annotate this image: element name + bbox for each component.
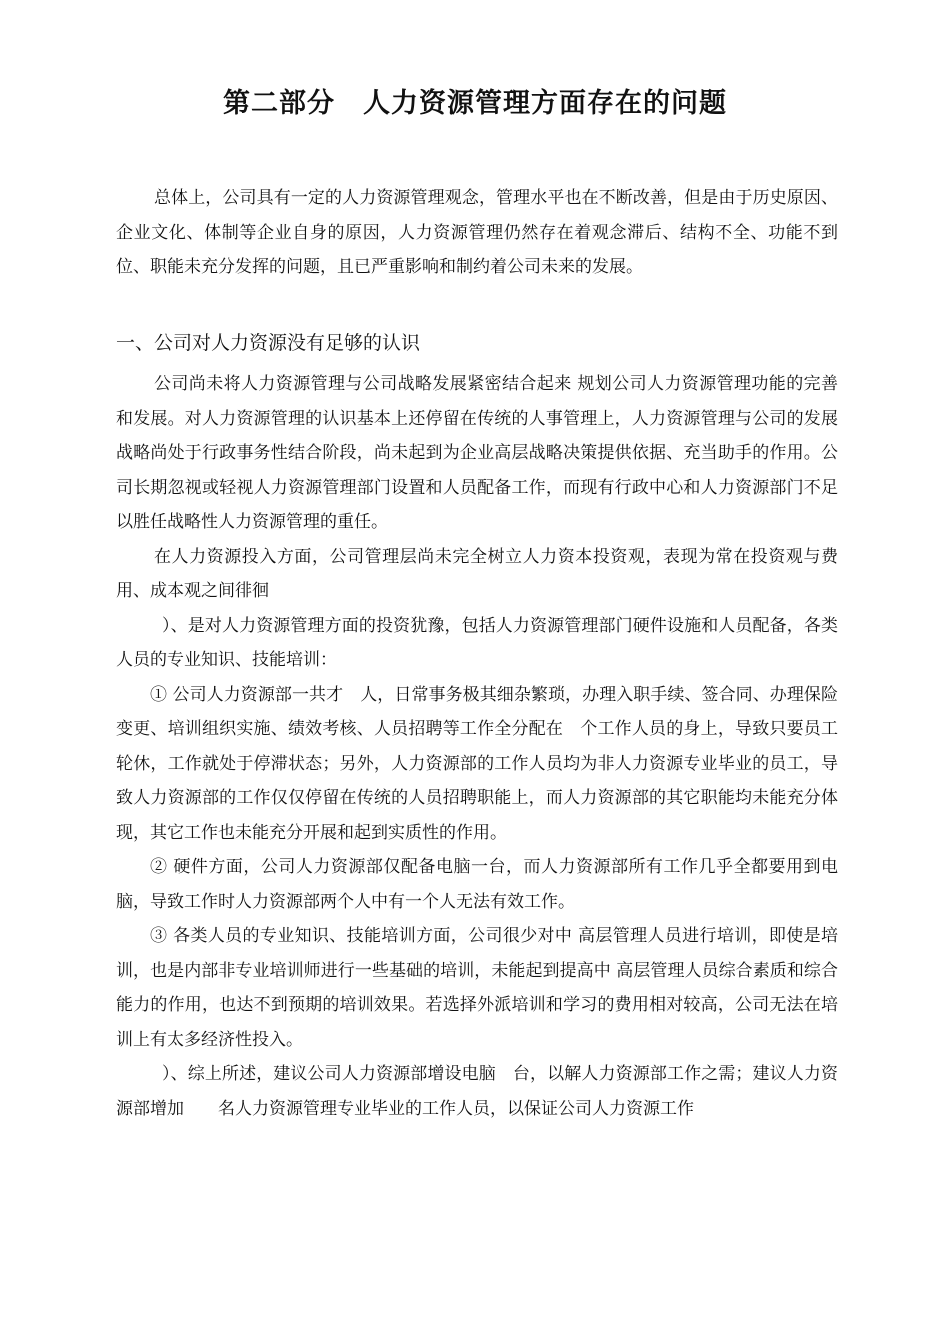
section-paragraph: 公司尚未将人力资源管理与公司战略发展紧密结合起来 规划公司人力资源管理功能的完善和发展。对人力资源管理的认识基本上还停留在传统的人事管理上，人力资源管理与公司的发展战略尚处于行政事务性结合阶段，尚未起到为企业高层战略决策提供依据、充当助手的作用。公司长期忽视或轻视人力资源管理部门设置和人员配备工作，而现有行政中心和人力资源部门不足以胜任战略性人力资源管理的重任。 xyxy=(116,374,838,532)
section-heading: 一、公司对人力资源没有足够的认识 xyxy=(116,332,421,354)
section-body xyxy=(116,367,838,1126)
section-paragraph: ）、是对人力资源管理方面的投资犹豫，包括人力资源管理部门硬件设施和人员配备，各类人员的专业知识、技能培训： xyxy=(116,615,838,670)
section-paragraph: ② 硬件方面，公司人力资源部仅配备电脑一台，而人力资源部所有工作几乎全都要用到电脑，导致工作时人力资源部两个人中有一个人无法有效工作。 xyxy=(116,857,838,912)
page-title: 第二部分 人力资源管理方面存在的问题 xyxy=(223,88,727,119)
section-paragraph: ）、综上所述，建议公司人力资源部增设电脑 台，以解人力资源部工作之需；建议人力资源部增加 名人力资源管理专业毕业的工作人员，以保证公司人力资源工作 xyxy=(116,1064,838,1119)
section-paragraph: 在人力资源投入方面，公司管理层尚未完全树立人力资本投资观，表现为常在投资观与费用、成本观之间徘徊 xyxy=(116,546,838,601)
section-paragraph: ① 公司人力资源部一共才 人，日常事务极其细杂繁琐，办理入职手续、签合同、办理保险变更、培训组织实施、绩效考核、人员招聘等工作全分配在 个工作人员的身上，导致只要员工轮休，工作就处于停滞状态；另外，人力资源部的工作人员均为非人力资源专业毕业的员工，导致人力资源部的工作仅仅停留在传统的人员招聘职能上，而人力资源部的其它职能均未能充分体现，其它工作也未能充分开展和起到实质性的作用。 xyxy=(116,684,838,843)
intro-paragraph: 总体上，公司具有一定的人力资源管理观念，管理水平也在不断改善，但是由于历史原因、企业文化、体制等企业自身的原因，人力资源管理仍然存在着观念滞后、结构不全、功能不到位、职能未充分发挥的问题，且已严重影响和制约着公司未来的发展。 xyxy=(116,188,838,277)
section-paragraph: ③ 各类人员的专业知识、技能培训方面，公司很少对中 高层管理人员进行培训，即使是培训，也是内部非专业培训师进行一些基础的培训，未能起到提高中 高层管理人员综合素质和综合能力的作用，也达不到预期的培训效果。若选择外派培训和学习的费用相对较高，公司无法在培训上有太多经济性投入。 xyxy=(116,926,838,1050)
